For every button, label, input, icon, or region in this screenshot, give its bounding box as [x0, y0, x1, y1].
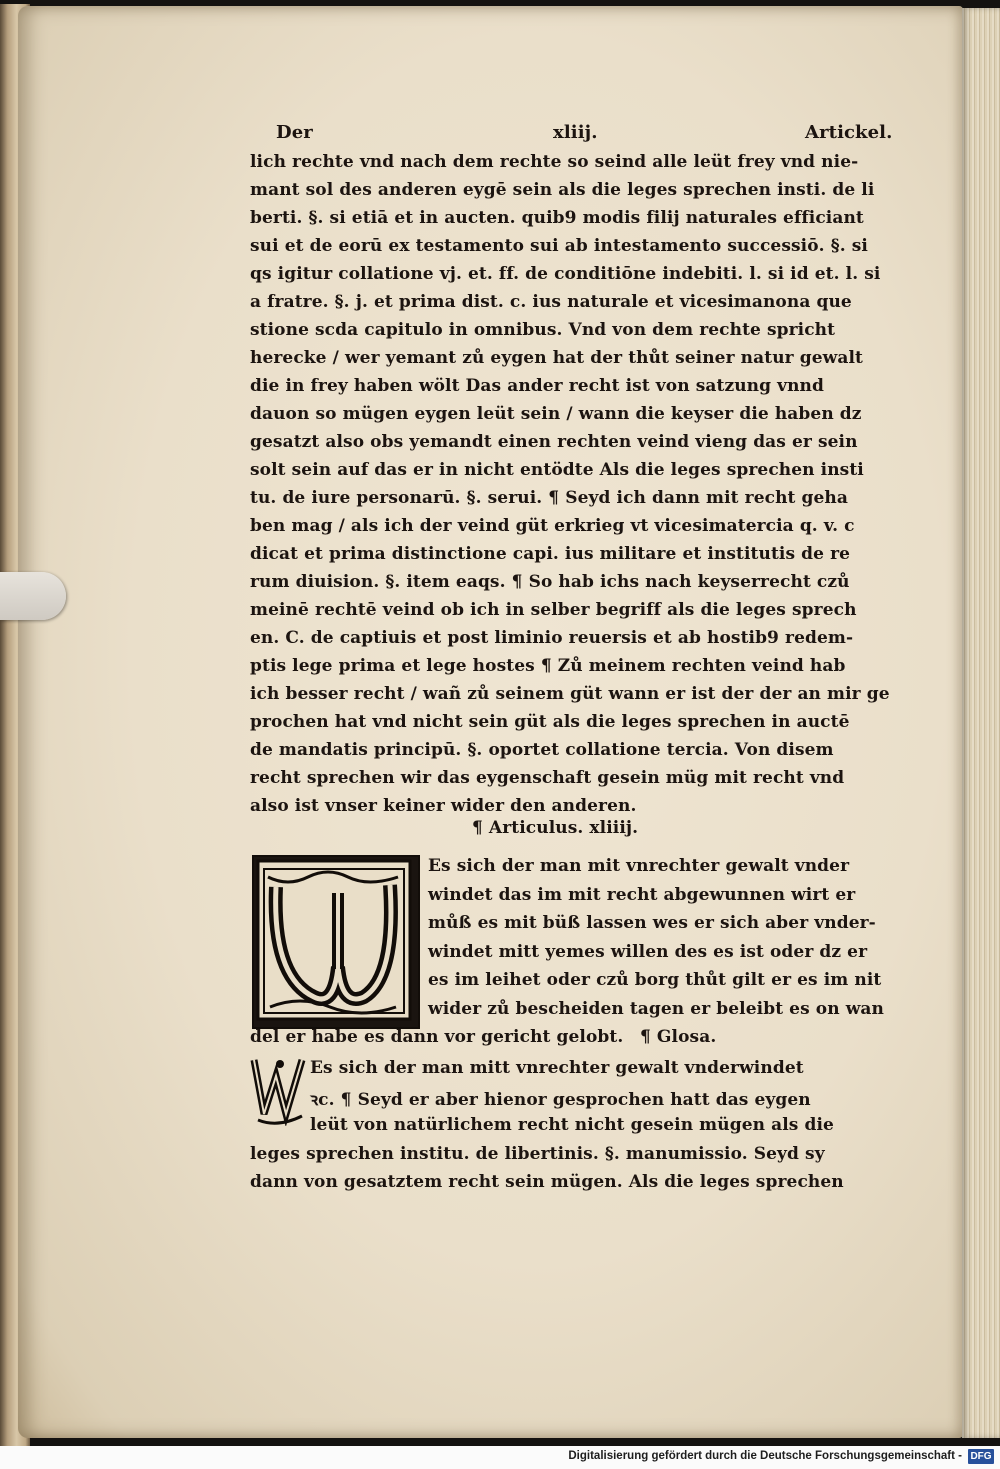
text-line: tu. de iure personarū. §. serui. ¶ Seyd ich dann mit recht geha: [250, 488, 848, 508]
text-line: rum diuision. §. item eaqs. ¶ So hab ichs nach keyserrecht czů: [250, 572, 850, 592]
right-page-edges: [962, 8, 1000, 1438]
text-line: gesatzt also obs yemandt einen rechten veind vieng das er sein: [250, 432, 858, 452]
text-line: also ist vnser keiner wider den anderen.: [250, 796, 637, 816]
funding-credit: Digitalisierung gefördert durch die Deutsche Forschungsgemeinschaft -: [568, 1450, 962, 1462]
article-line: del er habe es dann vor gericht gelobt.: [250, 1027, 624, 1047]
book-page: [18, 6, 963, 1438]
article-line: ¶ Glosa.: [640, 1027, 717, 1047]
footer-bar: [0, 1446, 1000, 1469]
glosa-line: leüt von natürlichem recht nicht gesein mügen als die: [310, 1115, 834, 1135]
text-line: dauon so mügen eygen leüt sein / wann die keyser die haben dz: [250, 404, 862, 424]
decorated-initial-small: [250, 1054, 308, 1126]
text-line: die in frey haben wölt Das ander recht ist von satzung vnnd: [250, 376, 825, 396]
text-line: de mandatis principū. §. oportet collatione tercia. Von disem: [250, 740, 834, 760]
text-line: berti. §. si etiā et in aucten. quib9 modis filij naturales efficiant: [250, 208, 864, 228]
text-line: sui et de eorū ex testamento sui ab intestamento successiō. §. si: [250, 236, 868, 256]
article-line: windet mitt yemes willen des es ist oder dz er: [428, 941, 868, 962]
glosa-line: Es sich der man mitt vnrechter gewalt vnderwindet: [310, 1058, 804, 1078]
text-line: prochen hat vnd nicht sein güt als die leges sprechen in auctē: [250, 712, 850, 732]
text-line: mant sol des anderen eygē sein als die leges sprechen insti. de li: [250, 180, 875, 200]
text-line: ben mag / als ich der veind güt erkrieg vt vicesimatercia q. v. c: [250, 516, 855, 536]
glosa-line: ꝛc. ¶ Seyd er aber hienor gesprochen hatt das eygen: [310, 1089, 811, 1110]
text-line: herecke / wer yemant zů eygen hat der thůt seiner natur gewalt: [250, 348, 863, 368]
text-line: solt sein auf das er in nicht entödte Als die leges sprechen insti: [250, 460, 864, 480]
text-line: ich besser recht / wañ zů seinem güt wann er ist der der an mir ge: [250, 684, 890, 704]
running-header-right: Artickel.: [805, 122, 893, 143]
article-line: es im leihet oder czů borg thůt gilt er es im nit: [428, 970, 882, 990]
text-line: ptis lege prima et lege hostes ¶ Zů meinem rechten veind hab: [250, 656, 846, 676]
text-line: a fratre. §. j. et prima dist. c. ius naturale et vicesimanona que: [250, 292, 852, 312]
text-line: meinē rechtē veind ob ich in selber begriff als die leges sprech: [250, 600, 857, 620]
text-line: lich rechte vnd nach dem rechte so seind alle leüt frey vnd nie-: [250, 152, 859, 172]
text-line: dicat et prima distinctione capi. ius militare et institutis de re: [250, 544, 851, 564]
glosa-line: leges sprechen institu. de libertinis. §. manumissio. Seyd sy: [250, 1143, 825, 1164]
glosa-line: dann von gesatztem recht sein mügen. Als die leges sprechen: [250, 1172, 844, 1192]
text-line: en. C. de captiuis et post liminio reuersis et ab hostib9 redem-: [250, 628, 854, 648]
bookmark-tab: [0, 572, 66, 620]
article-heading: ¶ Articulus. xliiij.: [472, 818, 639, 838]
article-line: můß es mit büß lassen wes er sich aber vnder-: [428, 913, 876, 933]
dfg-logo-icon: DFG: [968, 1449, 994, 1464]
article-line: Es sich der man mit vnrechter gewalt vnder: [428, 856, 850, 876]
text-line: recht sprechen wir das eygenschaft gesein müg mit recht vnd: [250, 768, 845, 788]
folio-number: xliij.: [553, 122, 598, 143]
text-line: stione scda capitulo in omnibus. Vnd von dem rechte spricht: [250, 320, 836, 340]
decorated-initial-large: [252, 855, 420, 1029]
article-line: windet das im mit recht abgewunnen wirt er: [428, 884, 856, 905]
article-line: wider zů bescheiden tagen er beleibt es on wan: [428, 998, 885, 1019]
running-header-left: Der: [276, 122, 313, 143]
text-line: qs igitur collatione vj. et. ff. de conditiōne indebiti. l. si id et. l. si: [250, 264, 881, 284]
